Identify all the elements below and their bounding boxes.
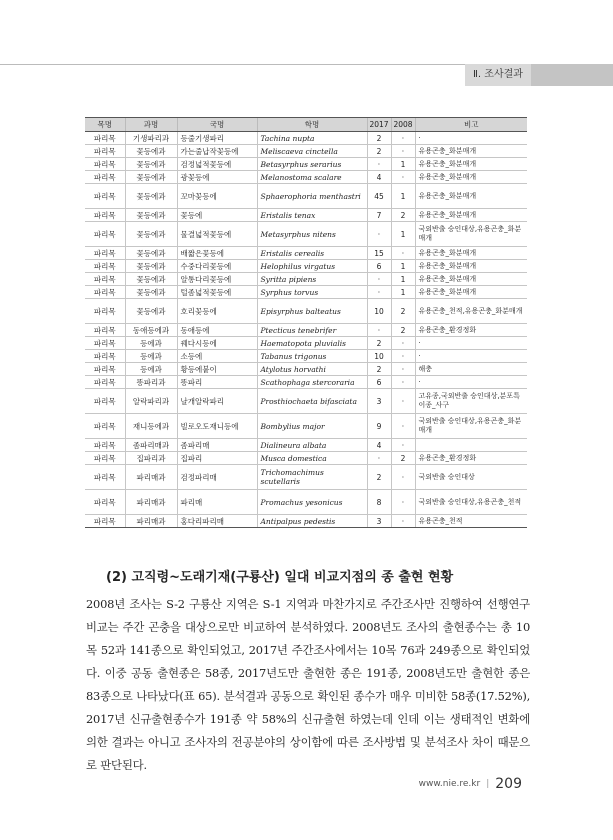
korean-name-cell: 가는줄납작꽃등에 [177,145,257,158]
count-2008-cell: · [391,414,415,439]
count-2008-cell: 2 [391,452,415,465]
order-cell: 파리목 [85,414,125,439]
column-header: 목명 [85,118,125,132]
scientific-name-cell: Dialineura albata [257,439,367,452]
scientific-name-cell: Bombylius major [257,414,367,439]
count-2017-cell: 7 [367,209,391,222]
order-cell: 파리목 [85,145,125,158]
count-2017-cell: 45 [367,184,391,209]
count-2017-cell: · [367,324,391,337]
remarks-cell: 유용곤충_화분매개 [415,158,527,171]
count-2008-cell: · [391,363,415,376]
page-number: 209 [495,776,522,792]
table-row [85,273,527,286]
species-table [85,117,527,528]
header-tab [531,64,613,86]
column-header: 국명 [177,118,257,132]
remarks-cell: 국외반출 승인대상,유용곤충_화분매개 [415,222,527,247]
column-header: 비고 [415,118,527,132]
running-header [465,64,613,86]
count-2017-cell: · [367,452,391,465]
korean-name-cell: 등줄기생파리 [177,132,257,145]
family-cell: 똥파리과 [125,376,177,389]
scientific-name-cell: Betasyrphus serarius [257,158,367,171]
korean-name-cell: 날개알락파리 [177,389,257,414]
order-cell: 파리목 [85,273,125,286]
scientific-name-cell: Antipalpus pedestis [257,515,367,528]
count-2008-cell: 2 [391,299,415,324]
family-cell: 알락파리과 [125,389,177,414]
order-cell: 파리목 [85,324,125,337]
korean-name-cell: 수중다리꽃등에 [177,260,257,273]
count-2017-cell: 2 [367,132,391,145]
family-cell: 꽃등에과 [125,171,177,184]
order-cell: 파리목 [85,337,125,350]
order-cell: 파리목 [85,299,125,324]
family-cell: 꽃등에과 [125,286,177,299]
column-header: 2008 [391,118,415,132]
count-2008-cell: · [391,465,415,490]
family-cell: 꽃등에과 [125,260,177,273]
count-2008-cell: · [391,376,415,389]
korean-name-cell: 검정파리매 [177,465,257,490]
count-2008-cell: 1 [391,273,415,286]
family-cell: 꽃등에과 [125,222,177,247]
scientific-name-cell: Ptecticus tenebrifer [257,324,367,337]
scientific-name-cell: Tabanus trigonus [257,350,367,363]
scientific-name-cell: Musca domestica [257,452,367,465]
count-2008-cell: 1 [391,260,415,273]
count-2017-cell: 4 [367,171,391,184]
count-2017-cell: 2 [367,363,391,376]
korean-name-cell: 털좀넓적꽃등에 [177,286,257,299]
count-2017-cell: 6 [367,260,391,273]
count-2008-cell: 2 [391,324,415,337]
remarks-cell: 유용곤충_천적 [415,515,527,528]
korean-name-cell: 홍다리파리매 [177,515,257,528]
count-2008-cell: · [391,337,415,350]
count-2008-cell: · [391,490,415,515]
count-2017-cell: 9 [367,414,391,439]
count-2017-cell: 15 [367,247,391,260]
count-2008-cell: · [391,171,415,184]
order-cell: 파리목 [85,222,125,247]
family-cell: 꽃등에과 [125,247,177,260]
table-row [85,350,527,363]
table-row [85,324,527,337]
count-2008-cell: · [391,350,415,363]
column-header: 과명 [125,118,177,132]
table-row [85,184,527,209]
family-cell: 꽃등에과 [125,299,177,324]
remarks-cell: 국외반출 승인대상 [415,465,527,490]
remarks-cell: 유용곤충_화분매개 [415,260,527,273]
count-2017-cell: · [367,222,391,247]
table-row [85,286,527,299]
table-row [85,145,527,158]
table-row [85,376,527,389]
remarks-cell: · [415,350,527,363]
order-cell: 파리목 [85,515,125,528]
table-row [85,247,527,260]
remarks-cell: 유용곤충_화분매개 [415,171,527,184]
table-row [85,171,527,184]
count-2008-cell: 2 [391,209,415,222]
count-2017-cell: 10 [367,350,391,363]
count-2008-cell: 1 [391,184,415,209]
scientific-name-cell: Sphaerophoria menthastri [257,184,367,209]
korean-name-cell: 꽃등에 [177,209,257,222]
table-row [85,260,527,273]
family-cell: 좀파리매과 [125,439,177,452]
count-2017-cell: 10 [367,299,391,324]
order-cell: 파리목 [85,171,125,184]
korean-name-cell: 물결넓적꽃등에 [177,222,257,247]
scientific-name-cell: Eristalis tenax [257,209,367,222]
korean-name-cell: 꿰다시등에 [177,337,257,350]
count-2017-cell: 2 [367,337,391,350]
table-row [85,465,527,490]
family-cell: 집파리과 [125,452,177,465]
remarks-cell: 유용곤충_화분매개 [415,286,527,299]
count-2008-cell: 1 [391,222,415,247]
family-cell: 등에과 [125,363,177,376]
table-header-row [85,118,527,132]
scientific-name-cell: Melanostoma scalare [257,171,367,184]
order-cell: 파리목 [85,132,125,145]
count-2008-cell: · [391,389,415,414]
count-2017-cell: 2 [367,145,391,158]
remarks-cell: 유용곤충_천적,유용곤충_화분매개 [415,299,527,324]
count-2008-cell: · [391,145,415,158]
table-row [85,158,527,171]
remarks-cell: 유용곤충_화분매개 [415,209,527,222]
table-row [85,209,527,222]
scientific-name-cell: Scathophaga stercoraria [257,376,367,389]
korean-name-cell: 광꽃등에 [177,171,257,184]
scientific-name-cell: Promachus yesonicus [257,490,367,515]
order-cell: 파리목 [85,363,125,376]
order-cell: 파리목 [85,209,125,222]
family-cell: 등에과 [125,337,177,350]
korean-name-cell: 파리매 [177,490,257,515]
section-label: Ⅱ. 조사결과 [473,69,523,80]
family-cell: 꽃등에과 [125,145,177,158]
order-cell: 파리목 [85,260,125,273]
table-row [85,414,527,439]
scientific-name-cell: Haematopota pluvialis [257,337,367,350]
count-2017-cell: 4 [367,439,391,452]
page-footer [419,776,522,792]
count-2017-cell: · [367,273,391,286]
count-2008-cell: · [391,439,415,452]
family-cell: 꽃등에과 [125,184,177,209]
column-header: 학명 [257,118,367,132]
order-cell: 파리목 [85,439,125,452]
count-2008-cell: 1 [391,286,415,299]
order-cell: 파리목 [85,465,125,490]
footer-url: www.nie.re.kr [418,779,481,789]
korean-name-cell: 집파리 [177,452,257,465]
korean-name-cell: 동애등에 [177,324,257,337]
remarks-cell: 고유종,국외반출 승인대상,분포특이종_사구 [415,389,527,414]
remarks-cell: 유용곤충_화분매개 [415,247,527,260]
scientific-name-cell: Meliscaeva cinctella [257,145,367,158]
korean-name-cell: 검정넓적꽃등에 [177,158,257,171]
header-rule [0,64,520,65]
count-2008-cell: 1 [391,158,415,171]
family-cell: 재니등에과 [125,414,177,439]
scientific-name-cell: Prosthiochaeta bifasciata [257,389,367,414]
remarks-cell: 국외반출 승인대상,유용곤충_천적 [415,490,527,515]
family-cell: 파리매과 [125,465,177,490]
remarks-cell: · [415,337,527,350]
count-2017-cell: · [367,158,391,171]
scientific-name-cell: Syritta pipiens [257,273,367,286]
scientific-name-cell: Atylotus horvathi [257,363,367,376]
remarks-cell: 국외반출 승인대상,유용곤충_화분매개 [415,414,527,439]
count-2008-cell: · [391,132,415,145]
family-cell: 등에과 [125,350,177,363]
scientific-name-cell: Metasyrphus nitens [257,222,367,247]
scientific-name-cell: Eristalis cerealis [257,247,367,260]
korean-name-cell: 빌로오도재니등에 [177,414,257,439]
table-row [85,222,527,247]
order-cell: 파리목 [85,247,125,260]
column-header: 2017 [367,118,391,132]
remarks-cell: 유용곤충_환경정화 [415,324,527,337]
remarks-cell: 유용곤충_화분매개 [415,184,527,209]
scientific-name-cell: Syrphus torvus [257,286,367,299]
section-title: (2) 고직령~도래기재(구룡산) 일대 비교지점의 종 출현 현황 [106,570,454,585]
order-cell: 파리목 [85,389,125,414]
count-2008-cell: · [391,247,415,260]
table-row [85,452,527,465]
count-2017-cell: 3 [367,515,391,528]
family-cell: 파리매과 [125,515,177,528]
remarks-cell: 유용곤충_환경정화 [415,452,527,465]
table-row [85,363,527,376]
korean-name-cell: 배짧은꽃등에 [177,247,257,260]
korean-name-cell: 호리꽃등에 [177,299,257,324]
korean-name-cell: 황등에붙이 [177,363,257,376]
table-row [85,132,527,145]
order-cell: 파리목 [85,490,125,515]
family-cell: 꽃등에과 [125,158,177,171]
table-body [85,132,527,528]
table-row [85,389,527,414]
order-cell: 파리목 [85,184,125,209]
scientific-name-cell: Tachina nupta [257,132,367,145]
remarks-cell: 해충 [415,363,527,376]
order-cell: 파리목 [85,158,125,171]
scientific-name-cell: Helophilus virgatus [257,260,367,273]
count-2017-cell: 8 [367,490,391,515]
remarks-cell: 유용곤충_화분매개 [415,145,527,158]
remarks-cell: · [415,376,527,389]
table-row [85,337,527,350]
order-cell: 파리목 [85,350,125,363]
scientific-name-cell: Trichomachimus scutellaris [257,465,367,490]
body-paragraph: 2008년 조사는 S-2 구룡산 지역은 S-1 지역과 마찬가지로 주간조사만 진행하여 선행연구 비교는 주간 곤충을 대상으로만 비교하여 분석하였다. 2008년도 조사의 출현종수는 총 10목 52과 141종으로 확인되었고, 2017년 주간조사에서는 10목 76과 249종으로 확인되었다. 이중 공동 출현종은 58종, 2017년도만 출현한 종은 191종, 2008년도만 출현한 종은 83종으로 나타났다(표 65). 분석결과 공동으로 확인된 종수가 매우 미비한 58종(17.52%), 2017년 신규출현종수가 191종 약 58%의 신규출현 하였는데 인데 이는 생태적인 변화에 의한 결과는 아니고 조사자의 전공분야의 상이함에 따른 조사방법 및 분석조사 차이 때문으로 판단된다. [86,597,530,772]
remarks-cell [415,439,527,452]
korean-name-cell: 똥파리 [177,376,257,389]
table-row [85,439,527,452]
table-row [85,299,527,324]
family-cell: 꽃등에과 [125,209,177,222]
count-2017-cell: 3 [367,389,391,414]
order-cell: 파리목 [85,376,125,389]
family-cell: 기생파리과 [125,132,177,145]
family-cell: 꽃등에과 [125,273,177,286]
order-cell: 파리목 [85,286,125,299]
korean-name-cell: 꼬마꽃등에 [177,184,257,209]
table-row [85,490,527,515]
count-2008-cell: · [391,515,415,528]
korean-name-cell: 알통다리꽃등에 [177,273,257,286]
family-cell: 파리매과 [125,490,177,515]
scientific-name-cell: Episyrphus balteatus [257,299,367,324]
remarks-cell: · [415,132,527,145]
korean-name-cell: 소등에 [177,350,257,363]
footer-separator: | [486,779,490,789]
remarks-cell: 유용곤충_화분매개 [415,273,527,286]
korean-name-cell: 좀파리매 [177,439,257,452]
order-cell: 파리목 [85,452,125,465]
family-cell: 동애등에과 [125,324,177,337]
table-row [85,515,527,528]
count-2017-cell: 6 [367,376,391,389]
count-2017-cell: · [367,286,391,299]
count-2017-cell: 2 [367,465,391,490]
